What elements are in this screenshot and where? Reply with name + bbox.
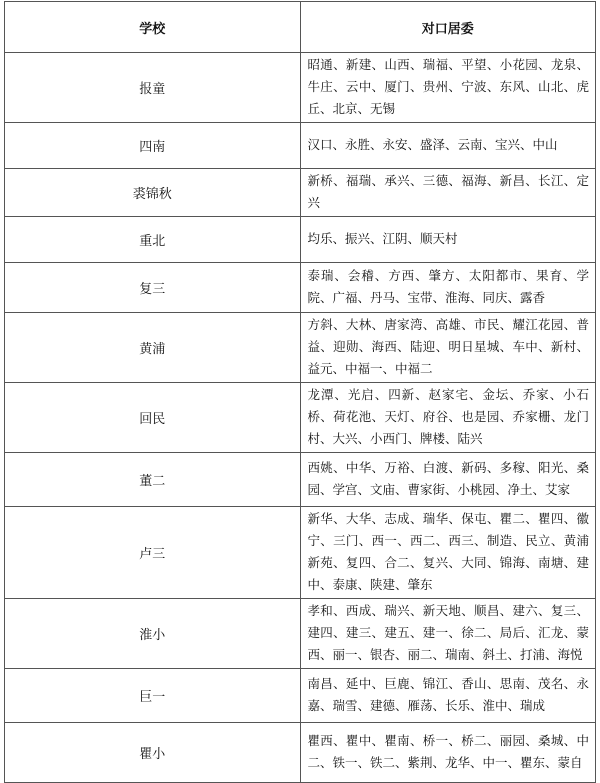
page (0, 1, 600, 783)
committee-list: 瞿西、瞿中、瞿南、桥一、桥二、丽园、桑城、中二、铁一、铁二、紫荆、龙华、中一、瞿东、蒙自 (300, 723, 596, 783)
table-row (5, 383, 596, 453)
school-district-table (4, 1, 596, 783)
school-name: 复三 (5, 263, 301, 313)
committee-list: 汉口、永胜、永安、盛泽、云南、宝兴、中山 (300, 123, 596, 169)
table-row (5, 723, 596, 783)
table-row (5, 263, 596, 313)
table-row (5, 599, 596, 669)
header-row (5, 2, 596, 53)
school-name: 重北 (5, 217, 301, 263)
school-name: 四南 (5, 123, 301, 169)
table-row (5, 507, 596, 599)
committee-list: 方斜、大林、唐家湾、高雄、市民、耀江花园、普益、迎勋、海西、陆迎、明日星城、车中、新村、益元、中福一、中福二 (300, 313, 596, 383)
table-row (5, 313, 596, 383)
committee-list: 龙潭、光启、四新、赵家宅、金坛、乔家、小石桥、荷花池、天灯、府谷、也是园、乔家栅、龙门村、大兴、小西门、牌楼、陆兴 (300, 383, 596, 453)
school-name: 巨一 (5, 669, 301, 723)
committee-list: 昭通、新建、山西、瑞福、平望、小花园、龙泉、牛庄、云中、厦门、贵州、宁波、东风、山北、虎丘、北京、无锡 (300, 53, 596, 123)
committee-list: 孝和、西成、瑞兴、新天地、顺昌、建六、复三、建四、建三、建五、建一、徐二、局后、汇龙、蒙西、丽一、银杏、丽二、瑞南、斜土、打浦、海悦 (300, 599, 596, 669)
committee-list: 均乐、振兴、江阴、顺天村 (300, 217, 596, 263)
school-name: 瞿小 (5, 723, 301, 783)
school-name: 董二 (5, 453, 301, 507)
school-name: 报童 (5, 53, 301, 123)
table-row (5, 123, 596, 169)
coverage-column-header: 对口居委 (300, 2, 596, 53)
school-name: 黄浦 (5, 313, 301, 383)
committee-list: 新华、大华、志成、瑞华、保屯、瞿二、瞿四、徽宁、三门、西一、西二、西三、制造、民立、黄浦新苑、复四、合二、复兴、大同、锦海、南塘、建中、泰康、陕建、肇东 (300, 507, 596, 599)
table-row (5, 53, 596, 123)
committee-list: 新桥、福瑞、承兴、三德、福海、新昌、长江、定兴 (300, 169, 596, 217)
table-row (5, 453, 596, 507)
committee-list: 西姚、中华、万裕、白渡、新码、多稼、阳光、桑园、学宫、文庙、曹家街、小桃园、净土、艾家 (300, 453, 596, 507)
table-row (5, 169, 596, 217)
table-row (5, 669, 596, 723)
committee-list: 南昌、延中、巨鹿、锦江、香山、思南、茂名、永嘉、瑞雪、建德、雁荡、长乐、淮中、瑞成 (300, 669, 596, 723)
school-name: 裘锦秋 (5, 169, 301, 217)
school-name: 卢三 (5, 507, 301, 599)
school-name: 淮小 (5, 599, 301, 669)
school-column-header: 学校 (5, 2, 301, 53)
table-row (5, 217, 596, 263)
committee-list: 泰瑞、会稽、方西、肇方、太阳都市、果育、学院、广福、丹马、宝带、淮海、同庆、露香 (300, 263, 596, 313)
school-name: 回民 (5, 383, 301, 453)
